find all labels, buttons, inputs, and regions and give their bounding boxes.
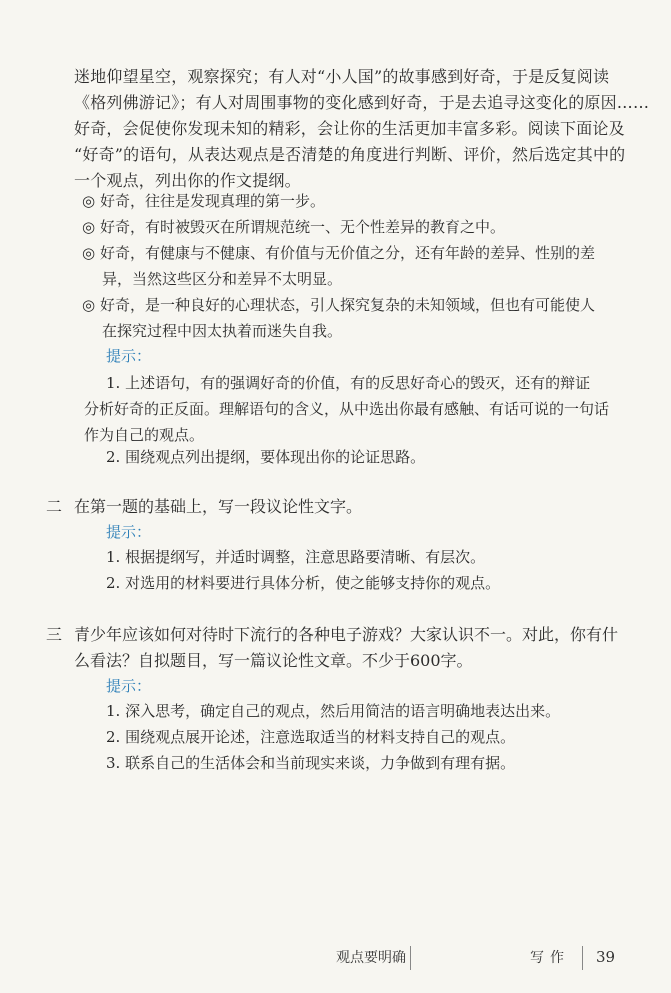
intro-line: 迷地仰望星空，观察探究；有人对“小人国”的故事感到好奇，于是反复阅读 [74, 67, 610, 86]
hint-item: 2. 对选用的材料要进行具体分析，使之能够支持你的观点。 [106, 574, 501, 592]
footer-section: 写作 [530, 950, 570, 966]
hint-item [106, 444, 646, 470]
intro-line: 一个观点，列出你的作文提纲。 [74, 171, 301, 190]
footer-divider [582, 946, 583, 970]
question-text-continued: 么看法？自拟题目，写一篇议论性文章。不少于600字。 [74, 651, 473, 670]
quote-item [82, 188, 642, 214]
question-text: 在第一题的基础上，写一段议论性文字。 [74, 497, 363, 516]
quote-item [82, 292, 642, 344]
question-number: 二 [46, 497, 63, 516]
quote-text: 好奇，有时被毁灭在所谓规范统一、无个性差异的教育之中。 [100, 218, 506, 236]
quote-marker: ◎ [82, 218, 96, 236]
quote-item [82, 214, 642, 240]
page-number: 39 [596, 948, 616, 966]
quote-text: 好奇，有健康与不健康、有价值与无价值之分，还有年龄的差异、性别的差 [100, 244, 596, 262]
hint-item: 1. 深入思考，确定自己的观点，然后用简洁的语言明确地表达出来。 [106, 702, 561, 720]
footer-unit-title: 观点要明确 [336, 950, 406, 966]
hint-line: 1. 上述语句，有的强调好奇的价值，有的反思好奇心的毁灭，还有的辩证 [106, 374, 591, 392]
intro-line: “好奇”的语句，从表达观点是否清楚的角度进行判断、评价，然后选定其中的 [74, 145, 626, 164]
intro-line: 好奇，会促使你发现未知的精彩，会让你的生活更加丰富多彩。阅读下面论及 [74, 119, 625, 138]
quote-text: 好奇，是一种良好的心理状态，引人探究复杂的未知领域，但也有可能使人 [100, 296, 596, 314]
hint-line: 2. 围绕观点列出提纲，要体现出你的论证思路。 [106, 448, 426, 466]
question-text: 青少年应该如何对待时下流行的各种电子游戏？大家认识不一。对此，你有什 [74, 625, 619, 644]
hint-item: 3. 联系自己的生活体会和当前现实来谈，力争做到有理有据。 [106, 754, 516, 772]
quote-text-continued: 在探究过程中因太执着而迷失自我。 [102, 322, 343, 340]
quote-marker: ◎ [82, 296, 96, 314]
hint-item: 2. 围绕观点展开论述，注意选取适当的材料支持自己的观点。 [106, 728, 516, 746]
hint-line: 作为自己的观点。 [84, 426, 205, 444]
hint-label: 提示： [106, 677, 152, 695]
intro-line: 《格列佛游记》；有人对周围事物的变化感到好奇，于是去追寻这变化的原因…… [74, 93, 650, 112]
question-number: 三 [46, 625, 63, 644]
hint-label: 提示： [106, 523, 152, 541]
hint-item [84, 370, 646, 448]
quote-marker: ◎ [82, 192, 96, 210]
hint-label: 提示： [106, 347, 152, 365]
footer-divider [410, 946, 411, 970]
quote-marker: ◎ [82, 244, 96, 262]
hint-item: 1. 根据提纲写，并适时调整，注意思路要清晰、有层次。 [106, 548, 486, 566]
quote-item [82, 240, 642, 292]
intro-paragraph [74, 64, 650, 194]
hint-line: 分析好奇的正反面。理解语句的含义，从中选出你最有感触、有话可说的一句话 [84, 400, 610, 418]
quote-text-continued: 异，当然这些区分和差异不太明显。 [102, 270, 343, 288]
quote-text: 好奇，往往是发现真理的第一步。 [100, 192, 326, 210]
